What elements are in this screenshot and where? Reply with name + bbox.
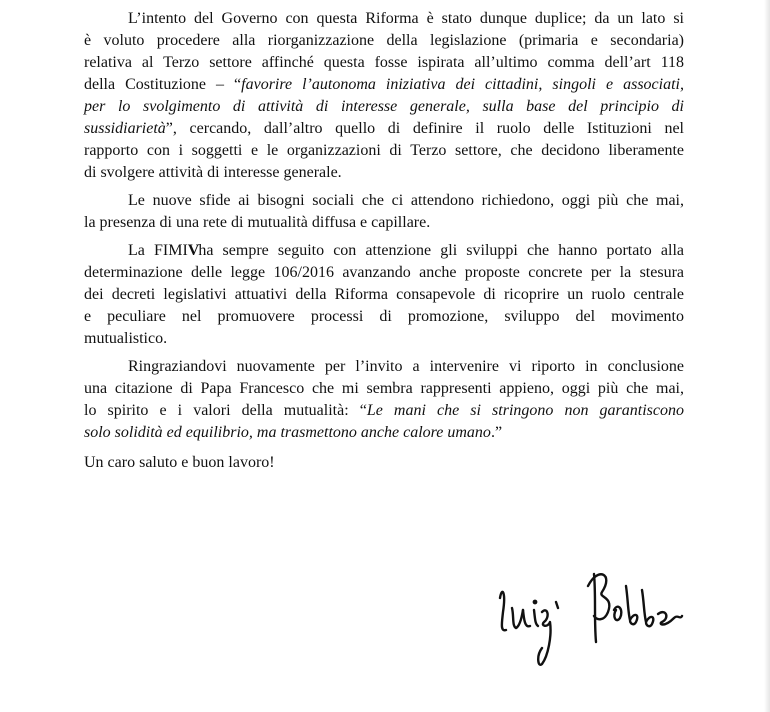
brand-mark: V	[187, 242, 199, 259]
paragraph-fimiv	[84, 240, 684, 350]
text-line	[84, 400, 684, 422]
text-line: e peculiare nel promuovere processi di promozione, sviluppo del movimento	[84, 308, 684, 325]
text-segment: lo spirito e i valori della mutualità: “	[84, 402, 367, 419]
text-segment: ha sempre seguito con attenzione gli sviluppi che hanno portato alla	[198, 242, 685, 259]
brand-name: La FIMI	[128, 242, 188, 259]
text-segment: ”, cercando, dall’altro quello di definire il ruolo delle Istituzioni nel	[165, 120, 684, 137]
text-line: relativa al Terzo settore affinché questa fosse ispirata all’ultimo comma dell’art 118	[84, 54, 684, 71]
paragraph-riforma	[84, 8, 684, 184]
text-line: determinazione delle legge 106/2016 avanzando anche proposte concrete per la stesura	[84, 264, 684, 281]
text-line: la presenza di una rete di mutualità diffusa e capillare.	[84, 214, 431, 231]
page-edge-shadow	[764, 0, 770, 712]
italic-quote: Le mani che si stringono non garantiscono	[366, 402, 684, 419]
paragraph-ringraziamenti	[84, 356, 684, 444]
text-line: dei decreti legislativi attuativi della Riforma consapevole di ricoprire un ruolo centrale	[84, 286, 684, 303]
closing-text: Un caro saluto e buon lavoro!	[84, 454, 275, 471]
italic-quote: favorire l’autonoma iniziativa dei cittadini, singoli e associati,	[241, 76, 684, 93]
italic-quote: sussidiarietà	[84, 120, 166, 137]
text-line	[84, 118, 684, 140]
text-line	[84, 240, 684, 262]
italic-quote: solo solidità ed equilibrio, ma trasmettono anche calore umano	[84, 424, 491, 441]
text-line: L’intento del Governo con questa Riforma è stato dunque duplice; da un lato si	[128, 10, 684, 27]
text-line: mutualistico.	[84, 330, 168, 347]
text-line	[84, 74, 684, 96]
text-line: Ringraziandovi nuovamente per l’invito a intervenire vi riporto in conclusione	[128, 358, 684, 375]
text-segment: .”	[490, 424, 503, 441]
text-segment: della Costituzione – “	[84, 76, 242, 93]
text-line: di svolgere attività di interesse generale.	[84, 164, 342, 181]
text-line: rapporto con i soggetti e le organizzazioni di Terzo settore, che decidono liberamente	[84, 142, 684, 159]
italic-quote: per lo svolgimento di attività di interesse generale, sulla base del principio di	[84, 98, 684, 115]
text-line: una citazione di Papa Francesco che mi sembra rappresenti appieno, oggi più che mai,	[84, 380, 684, 397]
closing-line	[84, 452, 684, 474]
paragraph-sfide	[84, 190, 684, 234]
text-line	[84, 422, 684, 444]
text-line: Le nuove sfide ai bisogni sociali che ci attendono richiedono, oggi più che mai,	[128, 192, 684, 209]
text-line: è voluto procedere alla riorganizzazione della legislazione (primaria e secondaria)	[84, 32, 684, 49]
handwritten-signature	[490, 556, 690, 676]
